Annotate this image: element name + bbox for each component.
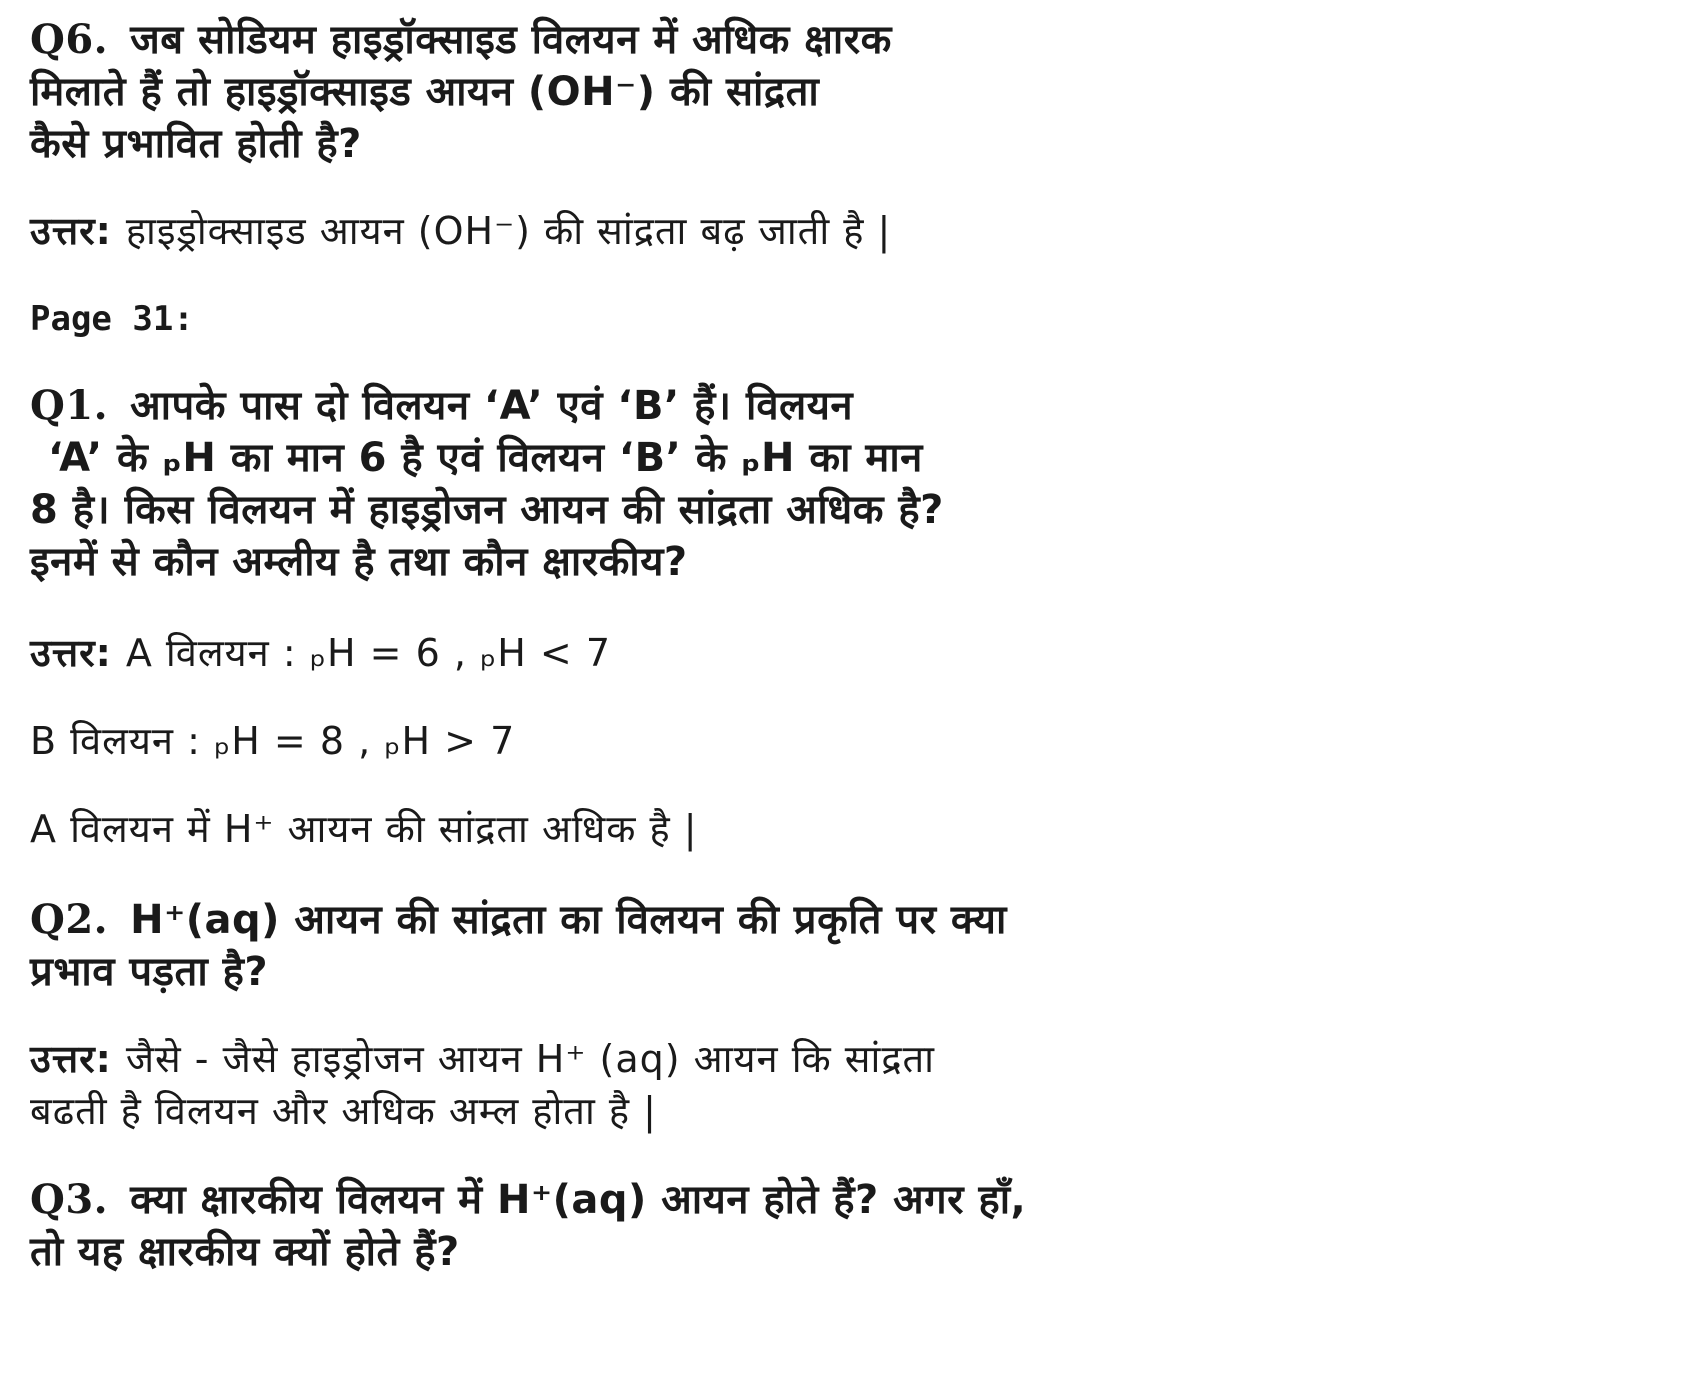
q2-question-line-1 [30, 896, 1007, 943]
q6-question-line-3: कैसे प्रभावित होती है? [30, 121, 362, 167]
q3-number: Q3. [30, 1176, 109, 1223]
q1-question-line-1 [30, 382, 854, 429]
q1-question-line-4: इनमें से कौन अम्लीय है तथा कौन क्षारकीय? [30, 539, 688, 585]
q1-question-line-3: 8 है। किस विलयन में हाइड्रोजन आयन की सांद्रता अधिक है? [30, 487, 944, 533]
q2-question-text-1: H⁺(aq) आयन की सांद्रता का विलयन की प्रकृति पर क्या [130, 897, 1007, 943]
q1-answer-line-2: B विलयन : ₚH = 8 , ₚH > 7 [30, 719, 516, 763]
q2-number: Q2. [30, 896, 109, 943]
q1-number: Q1. [30, 382, 109, 429]
q1-answer-label: उत्तर: [30, 631, 112, 675]
q6-number: Q6. [30, 16, 109, 63]
q2-question-line-2: प्रभाव पड़ता है? [30, 949, 269, 995]
q6-question-line-1 [30, 16, 892, 63]
q6-answer-text: हाइड्रोक्साइड आयन (OH⁻) की सांद्रता बढ़ जाती है | [125, 209, 892, 253]
page-heading: Page 31: [30, 299, 194, 339]
q2-answer-line-1 [30, 1037, 936, 1081]
q6-answer-label: उत्तर: [30, 209, 112, 253]
q1-answer-text-1: A विलयन : ₚH = 6 , ₚH < 7 [125, 631, 612, 675]
q1-question-line-2: ‘A’ के ₚH का मान 6 है एवं विलयन ‘B’ के ₚH का मान [48, 435, 923, 481]
q1-answer-line-1 [30, 631, 612, 675]
q1-answer-line-3: A विलयन में H⁺ आयन की सांद्रता अधिक है | [30, 807, 698, 851]
q2-answer-text-1: जैसे - जैसे हाइड्रोजन आयन H⁺ (aq) आयन कि सांद्रता [125, 1037, 936, 1081]
q6-answer [30, 209, 892, 253]
q3-question-text-1: क्या क्षारकीय विलयन में H⁺(aq) आयन होते हैं? अगर हाँ, [130, 1177, 1027, 1223]
q3-question-line-2: तो यह क्षारकीय क्यों होते हैं? [30, 1229, 460, 1275]
q6-question-text-1: जब सोडियम हाइड्रॉक्साइड विलयन में अधिक क्षारक [130, 17, 892, 63]
q2-answer-label: उत्तर: [30, 1037, 112, 1081]
q1-question-text-1: आपके पास दो विलयन ‘A’ एवं ‘B’ हैं। विलयन [130, 383, 854, 429]
q3-question-line-1 [30, 1176, 1027, 1223]
q2-answer-line-2: बढती है विलयन और अधिक अम्ल होता है | [30, 1089, 657, 1133]
q6-question-line-2: मिलाते हैं तो हाइड्रॉक्साइड आयन (OH⁻) की सांद्रता [30, 69, 820, 115]
